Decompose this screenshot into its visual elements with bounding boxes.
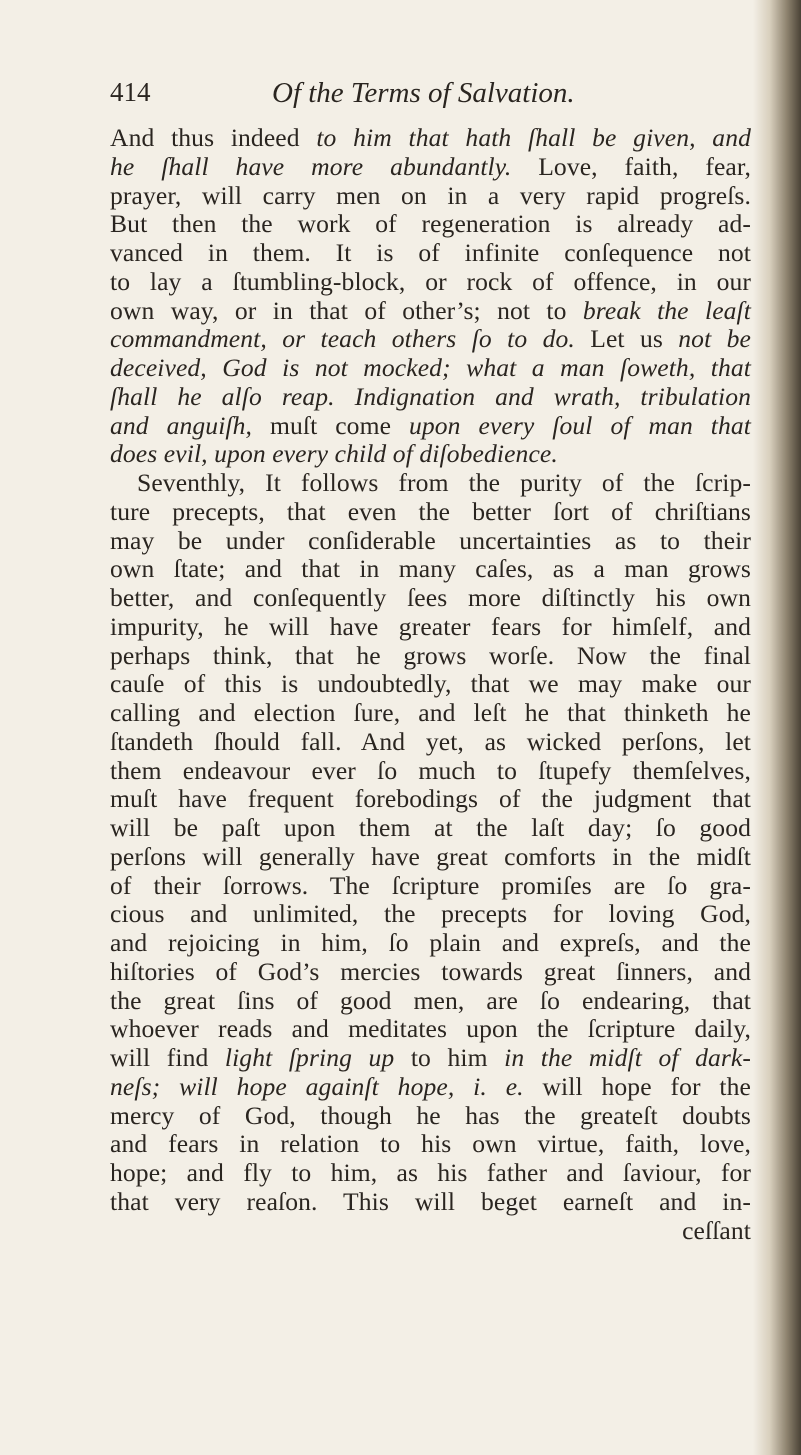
text-line (110, 584, 751, 613)
text-span: to him (394, 1043, 505, 1072)
text-span: cauſe of this is undoubtedly, that we may make our (110, 669, 751, 699)
text-line (110, 814, 751, 843)
italic-span: upon every ſoul of man that (408, 410, 751, 440)
book-binding-shadow (753, 0, 801, 1455)
italic-span: commandment, or teach others ſo to do. (110, 324, 575, 354)
text-line (110, 354, 751, 383)
text-line (110, 325, 751, 354)
text-line (110, 1044, 751, 1073)
italic-span: in the midſt of dark- (504, 1043, 752, 1072)
text-span: that very reaſon. This will beget earneſt and in- (110, 1186, 751, 1216)
text-line (110, 440, 751, 469)
text-span: whoever reads and meditates upon the ſcripture daily, (110, 1014, 751, 1044)
text-span: vanced in them. It is of infinite conſequence not (110, 238, 751, 267)
text-line (110, 785, 751, 814)
italic-span: to him that hath ſhall be given, and (316, 123, 751, 152)
text-line (110, 843, 751, 872)
italic-span: neſs; will hope againſt hope, (110, 1071, 455, 1101)
text-span: calling and election ſure, and leſt he that thinketh he (110, 698, 751, 727)
text-line (110, 153, 751, 182)
text-span: them endeavour ever ſo much to ſtupefy themſelves, (110, 755, 751, 785)
italic-span: ſhall he alſo reap. Indignation and wrath, tribulation (110, 381, 751, 411)
text-line (110, 728, 751, 757)
text-span: better, and conſequently ſees more diſtinctly his own (110, 583, 751, 612)
text-line (110, 929, 751, 958)
italic-span: not be (678, 324, 751, 354)
text-line (110, 268, 751, 297)
text-span: the great ſins of good men, are ſo endearing, that (110, 985, 751, 1015)
page-header (110, 77, 750, 117)
text-span: will find (110, 1043, 225, 1072)
text-span (454, 1072, 473, 1101)
text-span: to lay a ſtumbling-block, or rock of offence, in our (110, 266, 751, 296)
text-span: may be under conſiderable uncertainties as to their (110, 525, 751, 555)
text-span: ſtandeth ſhould fall. And yet, as wicked perſons, let (110, 726, 751, 756)
italic-span: he ſhall have more abundantly. (110, 151, 512, 181)
text-line (110, 1188, 751, 1217)
text-line (110, 498, 751, 527)
text-line (110, 412, 751, 441)
text-span: hope; and fly to him, as his father and ſaviour, for (110, 1158, 751, 1187)
text-span: own way, or in that of other’s; not to (110, 295, 583, 325)
text-span: perſons will generally have great comforts in the midſt (110, 841, 751, 871)
text-span: cious and unlimited, the precepts for loving God, (110, 899, 751, 929)
text-span: Seventhly, It follows from the purity of the ſcrip- (137, 468, 751, 497)
text-span: And thus indeed (110, 123, 317, 152)
text-span: But then the work of regeneration is already ad- (110, 209, 751, 239)
text-line (110, 1159, 751, 1188)
text-line (110, 699, 751, 728)
text-line (110, 555, 751, 584)
page-number: 414 (110, 77, 151, 107)
text-span: own ſtate; and that in many caſes, as a man grows (110, 554, 751, 584)
text-span: and fears in relation to his own virtue, faith, love, (110, 1129, 751, 1159)
italic-span: deceived, God is not mocked; what a man ſoweth, that (110, 353, 751, 382)
text-line (110, 1073, 751, 1102)
italic-span: i. e. (473, 1071, 524, 1101)
catchword (110, 1217, 751, 1246)
text-span: and rejoicing in him, ſo plain and expreſs, and the (110, 928, 751, 957)
text-line (110, 124, 751, 153)
text-line (110, 297, 751, 326)
text-line (110, 1130, 751, 1159)
text-span: impurity, he will have greater fears for himſelf, and (110, 611, 751, 641)
text-line (110, 900, 751, 929)
text-line (110, 757, 751, 786)
text-line (110, 527, 751, 556)
text-line (110, 469, 751, 498)
text-span: muſt have frequent forebodings of the judgment that (110, 784, 751, 814)
italic-span: does evil, upon every child of diſobedience. (110, 439, 558, 469)
italic-span: and anguiſh, (110, 410, 253, 440)
text-line (110, 1015, 751, 1044)
text-span: ture precepts, that even the better ſort of chriſtians (110, 496, 751, 526)
text-line (110, 987, 751, 1016)
text-line (110, 642, 751, 671)
body-text (110, 124, 751, 1245)
italic-span: break the leaſt (582, 295, 751, 325)
text-span: Let us (574, 324, 679, 354)
italic-span: light ſpring up (224, 1043, 395, 1072)
text-span: perhaps think, that he grows worſe. Now the final (110, 640, 751, 670)
text-span: will hope for the (523, 1071, 751, 1101)
text-line (110, 670, 751, 699)
text-line (110, 210, 751, 239)
text-span: prayer, will carry men on in a very rapid progreſs. (110, 180, 751, 210)
text-span: mercy of God, though he has the greateſt doubts (110, 1100, 751, 1130)
text-line (110, 239, 751, 268)
running-title: Of the Terms of Salvation. (272, 77, 575, 109)
text-line (110, 383, 751, 412)
text-span: Love, faith, fear, (511, 151, 751, 181)
text-line (110, 958, 751, 987)
text-span: ceſſant (682, 1215, 751, 1245)
text-line (110, 1102, 751, 1131)
text-line (110, 613, 751, 642)
text-line (110, 182, 751, 211)
text-span: muſt come (252, 410, 409, 440)
text-span: will be paſt upon them at the laſt day; ſo good (110, 813, 751, 842)
text-span: of their ſorrows. The ſcripture promiſes are ſo gra- (110, 870, 751, 900)
text-line (110, 872, 751, 901)
text-span: hiſtories of God’s mercies towards great ſinners, and (110, 956, 751, 986)
